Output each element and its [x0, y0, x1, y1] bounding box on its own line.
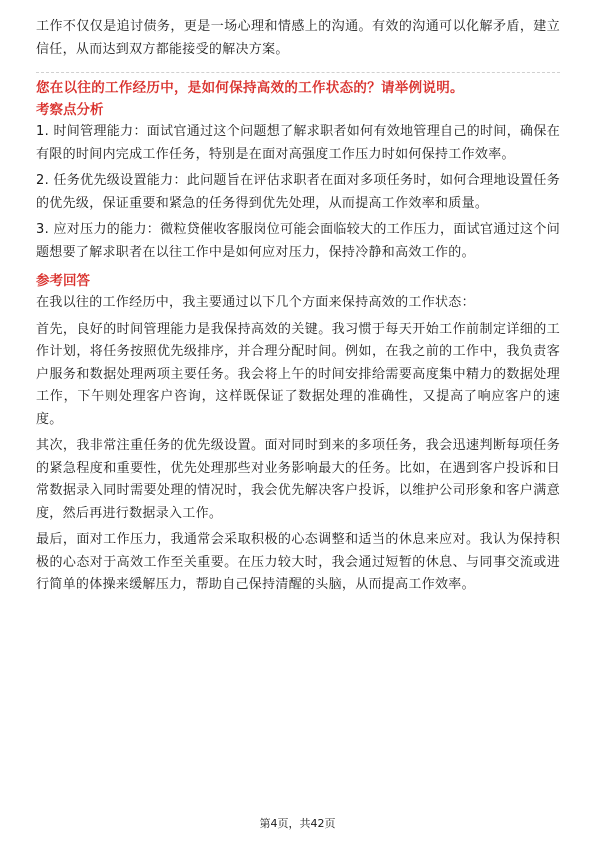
analysis-item-2: 2. 任务优先级设置能力：此问题旨在评估求职者在面对多项任务时，如何合理地设置任务的优先级，保证重要和紧急的任务得到优先处理，从而提高工作效率和质量。	[36, 173, 560, 211]
intro-paragraph: 工作不仅仅是追讨债务，更是一场心理和情感上的沟通。有效的沟通可以化解矛盾，建立信任，从而达到双方都能接受的解决方案。	[36, 19, 560, 57]
section-divider	[36, 72, 560, 73]
document-body	[36, 16, 560, 597]
answer-paragraph-2: 首先，良好的时间管理能力是我保持高效的关键。我习惯于每天开始工作前制定详细的工作计划，将任务按照优先级排序，并合理分配时间。例如，在我之前的工作中，我负责客户服务和数据处理两项主要任务。我会将上午的时间安排给需要高度集中精力的数据处理工作，下午则处理客户咨询，这样既保证了数据处理的准确性，又提高了响应客户的速度。	[36, 321, 560, 427]
analysis-title: 考察点分析	[36, 102, 104, 118]
answer-title: 参考回答	[36, 273, 90, 289]
analysis-item-1: 1. 时间管理能力：面试官通过这个问题想了解求职者如何有效地管理自己的时间，确保在有限的时间内完成工作任务，特别是在面对高强度工作压力时如何保持工作效率。	[36, 124, 560, 162]
page-footer: 第4页，共42页	[259, 817, 336, 830]
answer-paragraph-4: 最后，面对工作压力，我通常会采取积极的心态调整和适当的休息来应对。我认为保持积极的心态对于高效工作至关重要。在压力较大时，我会通过短暂的休息、与同事交流或进行简单的体操来缓解压力，帮助自己保持清醒的头脑，从而提高工作效率。	[36, 532, 560, 592]
answer-paragraph-1: 在我以往的工作经历中，我主要通过以下几个方面来保持高效的工作状态：	[36, 295, 475, 310]
interview-question: 您在以往的工作经历中，是如何保持高效的工作状态的？请举例说明。	[36, 80, 464, 96]
analysis-item-3: 3. 应对压力的能力：微粒贷催收客服岗位可能会面临较大的工作压力，面试官通过这个问题想要了解求职者在以往工作中是如何应对压力，保持冷静和高效工作的。	[36, 222, 560, 260]
answer-paragraph-3: 其次，我非常注重任务的优先级设置。面对同时到来的多项任务，我会迅速判断每项任务的紧急程度和重要性，优先处理那些对业务影响最大的任务。比如，在遇到客户投诉和日常数据录入同时需要处理的情况时，我会优先解决客户投诉，以维护公司形象和客户满意度，然后再进行数据录入工作。	[36, 438, 560, 521]
